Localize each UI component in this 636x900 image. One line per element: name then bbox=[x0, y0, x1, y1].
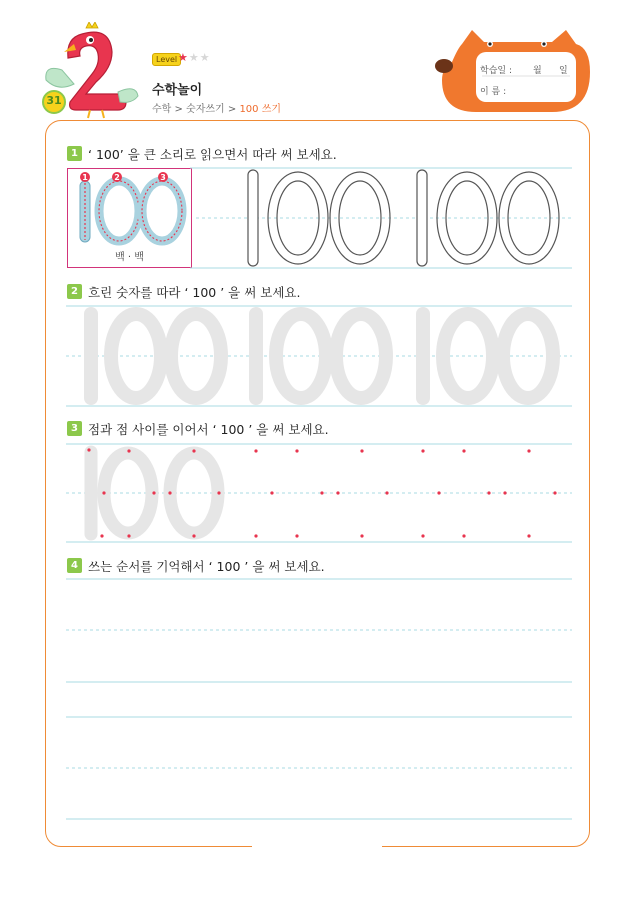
fox-nameplate-icon bbox=[432, 28, 592, 114]
question-4-text: 쓰는 순서를 기억해서 ‘ 100 ’ 을 써 보세요. bbox=[88, 559, 325, 574]
stroke-order-2-label: 2 bbox=[114, 173, 120, 182]
difficulty-stars bbox=[178, 51, 211, 64]
question-2-tracing-row bbox=[66, 300, 572, 412]
page-title: 수학놀이 bbox=[152, 83, 203, 98]
question-2-number: 2 bbox=[67, 284, 82, 299]
stroke-order-example-numeral bbox=[67, 168, 192, 248]
star-empty-icon: ★ bbox=[199, 51, 211, 64]
question-3-dot-row bbox=[66, 438, 572, 550]
question-4-writing-area bbox=[66, 575, 572, 825]
star-filled-icon: ★ bbox=[178, 51, 189, 64]
breadcrumb-path: 수학 > 숫자쓰기 > bbox=[152, 104, 240, 115]
question-1-number: 1 bbox=[67, 146, 82, 161]
frame-gap bbox=[252, 842, 382, 852]
mascot-badge-number: 31 bbox=[46, 94, 62, 107]
question-2-text: 흐린 숫자를 따라 ‘ 100 ’ 을 써 보세요. bbox=[88, 285, 301, 300]
example-reading-text: 백 · 백 bbox=[115, 252, 144, 263]
flamingo-mascot-icon bbox=[40, 22, 140, 122]
level-badge: Level bbox=[152, 53, 181, 66]
study-day-label: 일 bbox=[559, 66, 568, 76]
star-empty-icon: ★ bbox=[188, 51, 200, 64]
stroke-order-3-label: 3 bbox=[160, 173, 166, 182]
study-month-label: 월 bbox=[533, 66, 542, 76]
student-name-label: 이 름 : bbox=[480, 87, 507, 97]
question-1-writing-row bbox=[190, 160, 572, 276]
question-3-number: 3 bbox=[67, 421, 82, 436]
study-date-label: 학습일 : bbox=[480, 66, 512, 76]
question-3-text: 점과 점 사이를 이어서 ‘ 100 ’ 을 써 보세요. bbox=[88, 422, 329, 437]
stroke-order-1-label: 1 bbox=[82, 173, 88, 182]
question-4-number: 4 bbox=[67, 558, 82, 573]
breadcrumb-current: 100 쓰기 bbox=[239, 104, 282, 115]
breadcrumb bbox=[152, 100, 281, 115]
question-1-text: ‘ 100’ 을 큰 소리로 읽으면서 따라 써 보세요. bbox=[88, 147, 337, 162]
